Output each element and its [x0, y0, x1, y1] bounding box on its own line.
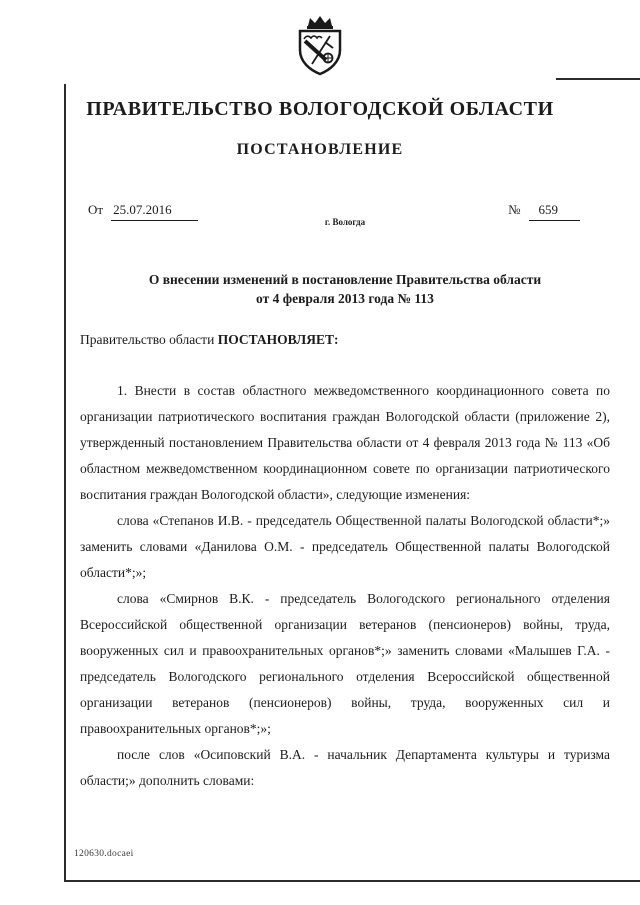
body-paragraph-4: после слов «Осиповский В.А. - начальник Департамента культуры и туризма области;» дополнить словами: [80, 747, 610, 788]
document-body [80, 378, 610, 794]
body-paragraph-3: слова «Смирнов В.К. - председатель Вологодского регионального отделения Всероссийской общественной организации ветеранов (пенсионеров) войны, труда, вооруженных сил и правоохранительных органов*;» заменить словами «Малышев Г.А. - председатель Вологодского регионального отделения Всероссийской общественной организации ветеранов (пенсионеров) войны, труда, вооруженных сил и правоохранительных органов*;»; [80, 591, 610, 736]
coat-of-arms-vologda-oblast [0, 14, 640, 76]
date-value: 25.07.2016 [111, 202, 198, 221]
document-title [80, 270, 610, 308]
document-title-line2: от 4 февраля 2013 года № 113 [256, 291, 434, 306]
number-group [508, 202, 580, 221]
org-name: ПРАВИТЕЛЬСТВО ВОЛОГОДСКОЙ ОБЛАСТИ [86, 98, 554, 120]
body-paragraph-1: 1. Внести в состав областного межведомственного координационного совета по организации патриотического воспитания граждан Вологодской области (приложение 2), утвержденный постановлением Правительства области от 4 февраля 2013 года № 113 «Об областном межведомственном координационном совете по организации патриотического воспитания граждан Вологодской области», следующие изменения: [80, 383, 610, 502]
preamble-resolution-word: ПОСТАНОВЛЯЕТ: [217, 332, 339, 347]
place-label: г. Вологда [324, 217, 366, 227]
scan-border-top-right [556, 78, 640, 80]
preamble [80, 332, 610, 348]
scan-border-bottom [64, 880, 640, 882]
body-paragraph-2: слова «Степанов И.В. - председатель Общественной палаты Вологодской области*;» заменить словами «Данилова О.М. - председатель Общественной палаты Вологодской области*;»; [80, 513, 610, 580]
number-value: 659 [529, 202, 581, 221]
date-label: От [88, 202, 104, 217]
coat-of-arms-icon [292, 14, 348, 76]
doc-type-heading: ПОСТАНОВЛЕНИЕ [236, 141, 404, 158]
number-label: № [508, 202, 521, 217]
scan-border-left [64, 84, 66, 882]
document-title-line1: О внесении изменений в постановление Правительства области [148, 272, 542, 287]
preamble-plain: Правительство области [80, 332, 218, 347]
footer-file-code: 120630.docaei [74, 849, 134, 859]
